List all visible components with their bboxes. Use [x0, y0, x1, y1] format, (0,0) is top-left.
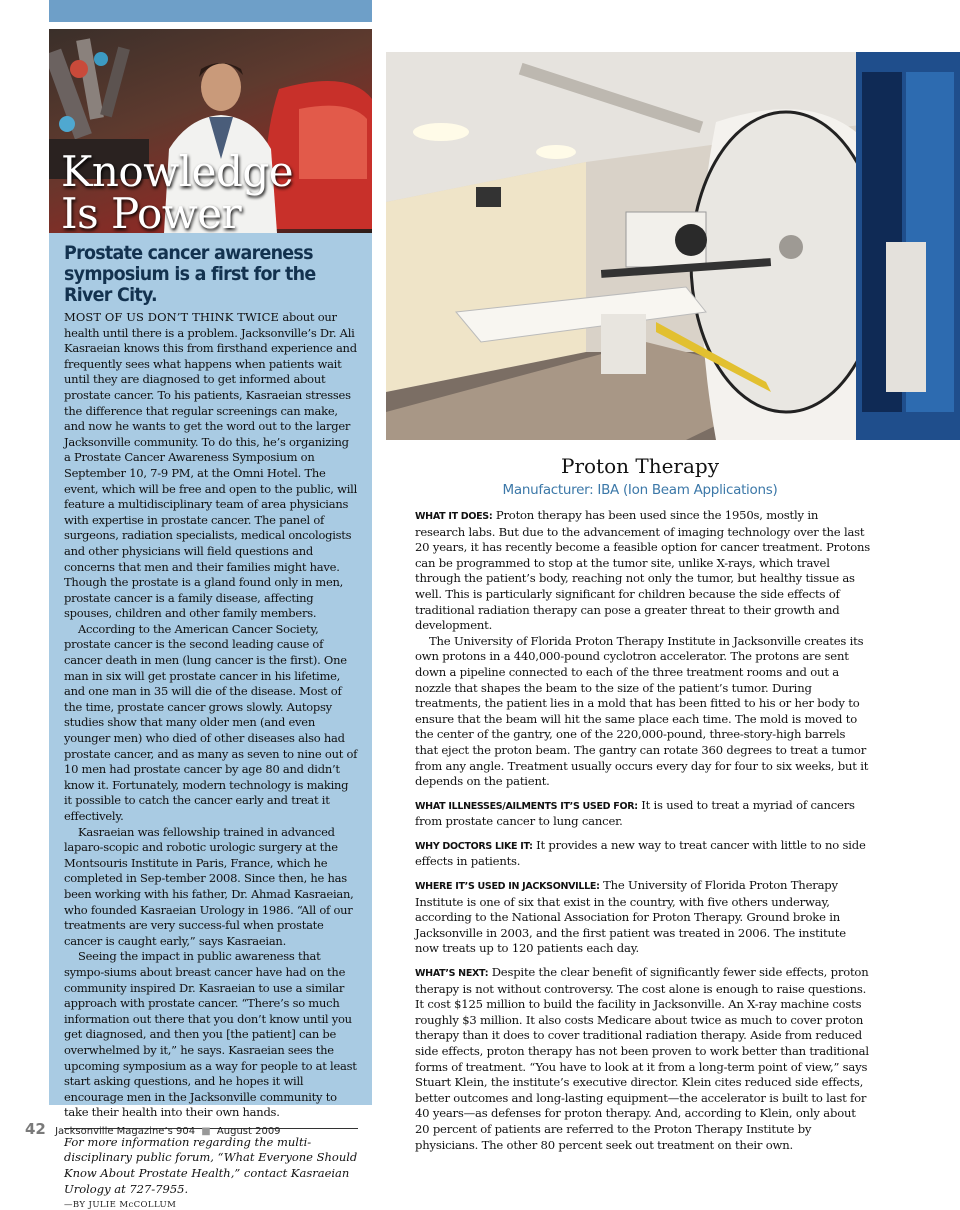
hero-photo-doctor — [49, 29, 372, 233]
sidebar-paragraph-2: According to the American Cancer Society, prostate cancer is the second leading cause of cancer death in men (lung cancer is the first). One man in six will get prostate cancer in his lifetime, and one man in 35 will die of the disease. Most of the time, prostate cancer grows slowly. Autopsy studies show that many older men (and even younger men) who died of other diseases also had prostate cancer, and as many as seven to nine out of 10 men had prostate cancer by age 80 and didn’t know it. Fortunately, modern technology is making it possible to catch the cancer early and treat it effectively. — [64, 621, 358, 823]
sidebar-body — [49, 233, 372, 1210]
sidebar-paragraph-3: Kasraeian was fellowship trained in advanced laparo-scopic and robotic urologic surgery at the Montsouris Institute in Paris, France, which he completed in Sep-tember 2008. Since then, he has been working with his father, Dr. Ahmad Kasraeian, who founded Kasraeian Urology in 1986. “All of our treatments are very success-ful when prostate cancer is caught early,” says Kasraeian. — [64, 824, 354, 948]
page-footer — [25, 1120, 281, 1138]
what-it-does-label: WHAT IT DOES: — [415, 511, 493, 522]
issue-date: August 2009 — [216, 1126, 281, 1137]
why-doctors-label: WHY DOCTORS LIKE IT: — [415, 840, 533, 852]
section-where-used — [415, 878, 871, 957]
whats-next-label: WHAT’S NEXT: — [415, 968, 489, 980]
treatment-room-illustration — [386, 52, 960, 440]
hero-title — [61, 147, 361, 233]
article-subtitle: Manufacturer: IBA (Ion Beam Applications) — [502, 482, 778, 498]
sidebar-paragraph-1-text: about our health until there is a problem. Jacksonville’s Dr. Ali Kasraeian knows this from firsthand experience and frequently sees what happens when patients wait until they are diagnosed to get informed about prostate cancer. To his patients, Kasraeian stresses the difference that regular screenings can make, and now he wants to get the word out to the larger Jacksonville community. To do this, he’s organizing a Prostate Cancer Awareness Symposium on September 10, 7-9 PM, at the Omni Hotel. The event, which will be free and open to the public, will feature a multidisciplinary team of area physicians with expertise in prostate cancer. The panel of surgeons, radiation specialists, medical oncologists and other physicians will field questions and concerns that men and their families might have. Though the prostate is a gland found only in men, prostate cancer is a family disease, affecting spouses, children and other family members. — [64, 310, 357, 621]
page-number: 42 — [25, 1120, 46, 1138]
sidebar-lead-caps: MOST OF US DON’T THINK TWICE — [64, 310, 279, 324]
more-info-note: For more information regarding the multi-disciplinary public forum, “What Everyone Should Know About Prostate Health,” contact Kasraeian Urology at 727-7955. — [64, 1134, 358, 1196]
sidebar-headline: Prostate cancer awareness symposium is a first for the River City. — [64, 242, 316, 306]
article-body — [415, 508, 871, 1153]
where-used-text: The University of Florida Proton Therapy Institute is one of six that exist in the country, with five others underway, according to the National Association for Proton Therapy. Ground broke in Jacksonville in 2003, and the first patient was treated in 2006. The institute now treats up to 120 patients each day. — [415, 878, 846, 956]
illnesses-text: It is used to treat a myriad of cancers from prostate cancer to lung cancer. — [415, 797, 855, 829]
illnesses-label: WHAT ILLNESSES/AILMENTS IT’S USED FOR: — [415, 800, 638, 812]
article-title: Proton Therapy — [560, 454, 720, 478]
hero-title-line-1: Knowledge — [61, 147, 294, 196]
whats-next-text: Despite the clear benefit of significantly fewer side effects, proton therapy is not without controversy. The cost alone is enough to raise questions. It cost $125 million to build the facility in Jacksonville. An X-ray machine costs roughly $3 million. It also costs Medicare about twice as much to cover proton therapy than it does to cover traditional radiation therapy. Aside from reduced side effects, proton therapy has not been proven to work better than traditional forms of treatment. “You have to look at it from a long-term point of view,” says Stuart Klein, the institute’s executive director. Klein cites reduced side effects, better outcomes and long-lasting equipment—the accelerator is built to last for 40 years—as defenses for proton therapy. And, according to Klein, only about 20 percent of patients are referred to the Proton Therapy Institute by physicians. The other 80 percent seek out treatment on their own. — [415, 965, 869, 1152]
sidebar-paragraph-4: Seeing the impact in public awareness that sympo-siums about breast cancer have had on the community inspired Dr. Kasraeian to use a similar approach with prostate cancer. “There’s so much information out there that you don’t know until you get diagnosed, and then you [the patient] can be overwhelmed by it,” he says. Kasraeian sees the upcoming symposium as a way for people to at least start asking questions, and he hopes it will encourage men in the Jacksonville community to take their health into their own hands. — [64, 949, 357, 1120]
sidebar-article-text — [64, 310, 358, 1121]
section-whats-next — [415, 965, 871, 1153]
section-why-doctors — [415, 838, 871, 870]
where-used-label: WHERE IT’S USED IN JACKSONVILLE: — [415, 881, 600, 893]
proton-therapy-room-photo — [386, 52, 960, 440]
section-illnesses — [415, 798, 871, 830]
hero-title-line-2: Is Power — [61, 189, 242, 233]
byline: —BY JULIE McCOLLUM — [64, 1200, 177, 1210]
top-color-bar — [49, 0, 372, 22]
publication-name: Jacksonville Magazine’s 904 — [55, 1126, 196, 1137]
what-it-does-text: Proton therapy has been used since the 1950s, mostly in research labs. But due to the advancement of imaging technology over the last 20 years, it has recently become a feasible option for cancer treatment. Protons can be programmed to stop at the tumor site, unlike X-rays, which travel through the patient’s body, reaching not only the tumor, but healthy tissue as well. This is particularly significant for children because the side effects of traditional radiation therapy can pose a greater threat to their growth and development. — [415, 508, 871, 633]
why-doctors-text: It provides a new way to treat cancer with little to no side effects in patients. — [415, 837, 866, 869]
section-what-it-does — [415, 508, 871, 634]
footer-separator: ■ — [201, 1126, 211, 1137]
what-it-does-paragraph-2: The University of Florida Proton Therapy Institute in Jacksonville creates its own protons in a 440,000-pound cyclotron accelerator. The protons are sent down a pipeline connected to each of the three treatment rooms and out a nozzle that shapes the beam to the size of the patient’s tumor. During treatments, the patient lies in a mold that has been fitted to his or her body to ensure that the beam will hit the same place each time. The mold is moved to the center of the gantry, one of the 220,000-pound, three-story-high barrels that eject the proton beam. The gantry can rotate 360 degrees to treat a tumor from any angle. Treatment usually occurs every day for four to six weeks, but it depends on the patient. — [415, 633, 869, 789]
sidebar-paragraph-1 — [64, 310, 358, 622]
